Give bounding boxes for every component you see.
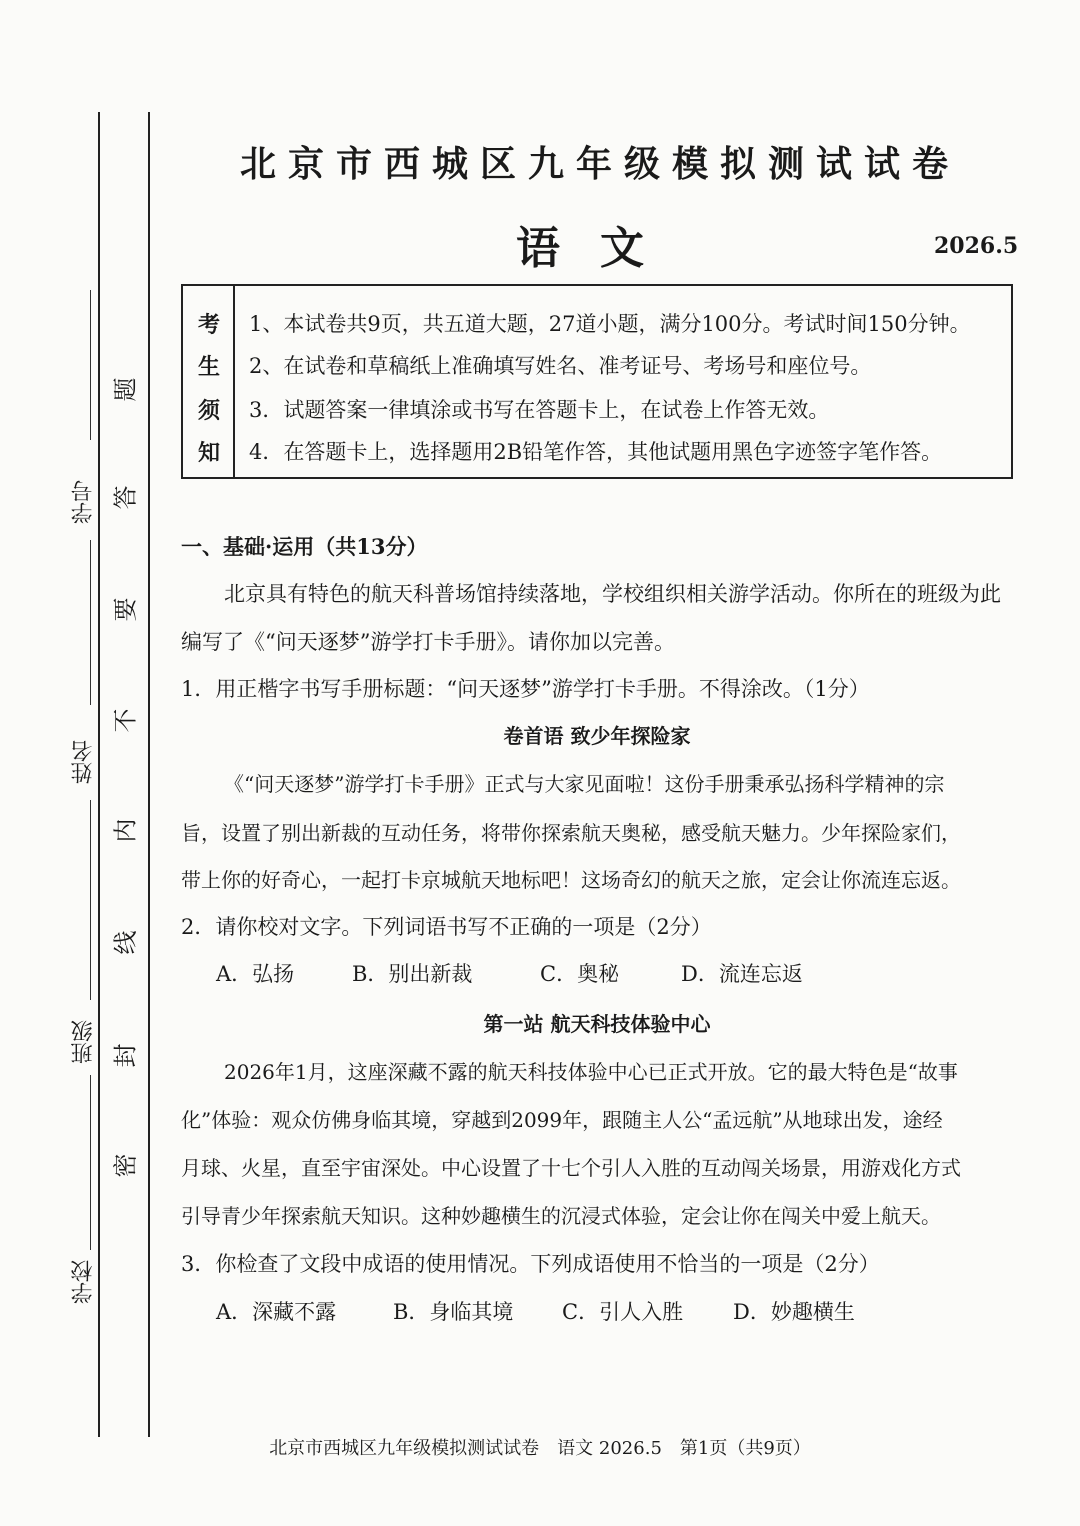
intro-line-2: 编写了《“问天逐梦”游学打卡手册》。请你加以完善。 bbox=[181, 630, 675, 654]
station-1-title: 第一站 航天科技体验中心 bbox=[483, 1012, 711, 1036]
station-1-line-1: 2026年1月，这座深藏不露的航天科技体验中心已正式开放。它的最大特色是“故事 bbox=[224, 1060, 958, 1084]
page-footer: 北京市西城区九年级模拟测试试卷 语文 2026.5 第1页（共9页） bbox=[269, 1438, 811, 1459]
notice-side-char-3: 须 bbox=[197, 398, 220, 424]
notice-side-char-4: 知 bbox=[197, 440, 220, 466]
preface-line-2: 旨，设置了别出新裁的互动任务，将带你探索航天奥秘，感受航天魅力。少年探险家们， bbox=[181, 821, 961, 845]
question-3: 3．你检查了文段中成语的使用情况。下列成语使用不恰当的一项是（2分） bbox=[181, 1252, 880, 1276]
school-label: 学校 bbox=[71, 1260, 96, 1304]
student-id-fill-line bbox=[90, 290, 91, 440]
station-1-line-4: 引导青少年探索航天知识。这种妙趣横生的沉浸式体验，定会让你在闯关中爱上航天。 bbox=[181, 1204, 941, 1228]
q3-option-d: D．妙趣横生 bbox=[733, 1300, 855, 1324]
intro-line-1: 北京具有特色的航天科普场馆持续落地，学校组织相关游学活动。你所在的班级为此 bbox=[224, 582, 1001, 606]
seal-char-6: 线 bbox=[111, 930, 140, 955]
notice-item-4: 4．在答题卡上，选择题用2B铅笔作答，其他试题用黑色字迹签字笔作答。 bbox=[249, 440, 943, 464]
q2-option-b: B．别出新裁 bbox=[352, 962, 473, 986]
seal-char-2: 答 bbox=[111, 485, 140, 510]
station-1-line-2: 化”体验：观众仿佛身临其境，穿越到2099年，跟随主人公“孟远航”从地球出发，途经 bbox=[181, 1108, 943, 1132]
preface-line-1: 《“问天逐梦”游学打卡手册》正式与大家见面啦！这份手册秉承弘扬科学精神的宗 bbox=[224, 772, 945, 796]
seal-char-3: 要 bbox=[111, 597, 140, 622]
student-id-label: 学号 bbox=[71, 480, 96, 524]
station-1-line-3: 月球、火星，直至宇宙深处。中心设置了十七个引人入胜的互动闯关场景，用游戏化方式 bbox=[181, 1156, 961, 1180]
class-fill-line bbox=[90, 1075, 91, 1250]
exam-date: 2026.5 bbox=[934, 233, 1019, 259]
notice-side-label bbox=[183, 286, 235, 477]
seal-char-7: 封 bbox=[111, 1043, 140, 1068]
q2-option-a: A．弘扬 bbox=[216, 962, 295, 986]
class-label: 班级 bbox=[71, 1020, 96, 1064]
seal-char-8: 密 bbox=[111, 1153, 140, 1178]
name-label: 姓名 bbox=[71, 740, 96, 784]
section-heading: 一、基础·运用（共13分） bbox=[181, 534, 428, 559]
name-fill-line bbox=[90, 800, 91, 1000]
notice-side-char-1: 考 bbox=[197, 312, 220, 338]
seal-char-4: 不 bbox=[111, 708, 140, 733]
preface-title: 卷首语 致少年探险家 bbox=[503, 724, 691, 748]
seal-char-1: 题 bbox=[111, 377, 140, 402]
question-2: 2．请你校对文字。下列词语书写不正确的一项是（2分） bbox=[181, 915, 712, 939]
q2-option-d: D．流连忘返 bbox=[681, 962, 803, 986]
subject-title: 语文 bbox=[516, 223, 684, 274]
q3-option-c: C．引人入胜 bbox=[562, 1300, 684, 1324]
q2-option-c: C．奥秘 bbox=[540, 962, 620, 986]
notice-item-3: 3．试题答案一律填涂或书写在答题卡上，在试卷上作答无效。 bbox=[249, 398, 830, 422]
binding-inner-line bbox=[148, 112, 150, 1437]
question-1: 1．用正楷字书写手册标题：“问天逐梦”游学打卡手册。不得涂改。（1分） bbox=[181, 677, 870, 701]
q3-option-a: A．深藏不露 bbox=[216, 1300, 337, 1324]
q3-option-b: B．身临其境 bbox=[393, 1300, 514, 1324]
seal-char-5: 内 bbox=[111, 818, 140, 843]
notice-side-char-2: 生 bbox=[197, 354, 220, 380]
exam-title: 北京市西城区九年级模拟测试试卷 bbox=[239, 143, 960, 185]
notice-item-2: 2、在试卷和草稿纸上准确填写姓名、准考证号、考场号和座位号。 bbox=[249, 354, 872, 378]
examinee-notice-box bbox=[181, 284, 1013, 479]
notice-item-1: 1、本试卷共9页，共五道大题，27道小题，满分100分。考试时间150分钟。 bbox=[249, 312, 971, 336]
student-id-fill-line-2 bbox=[90, 540, 91, 705]
preface-line-3: 带上你的好奇心，一起打卡京城航天地标吧！这场奇幻的航天之旅，定会让你流连忘返。 bbox=[181, 868, 961, 892]
